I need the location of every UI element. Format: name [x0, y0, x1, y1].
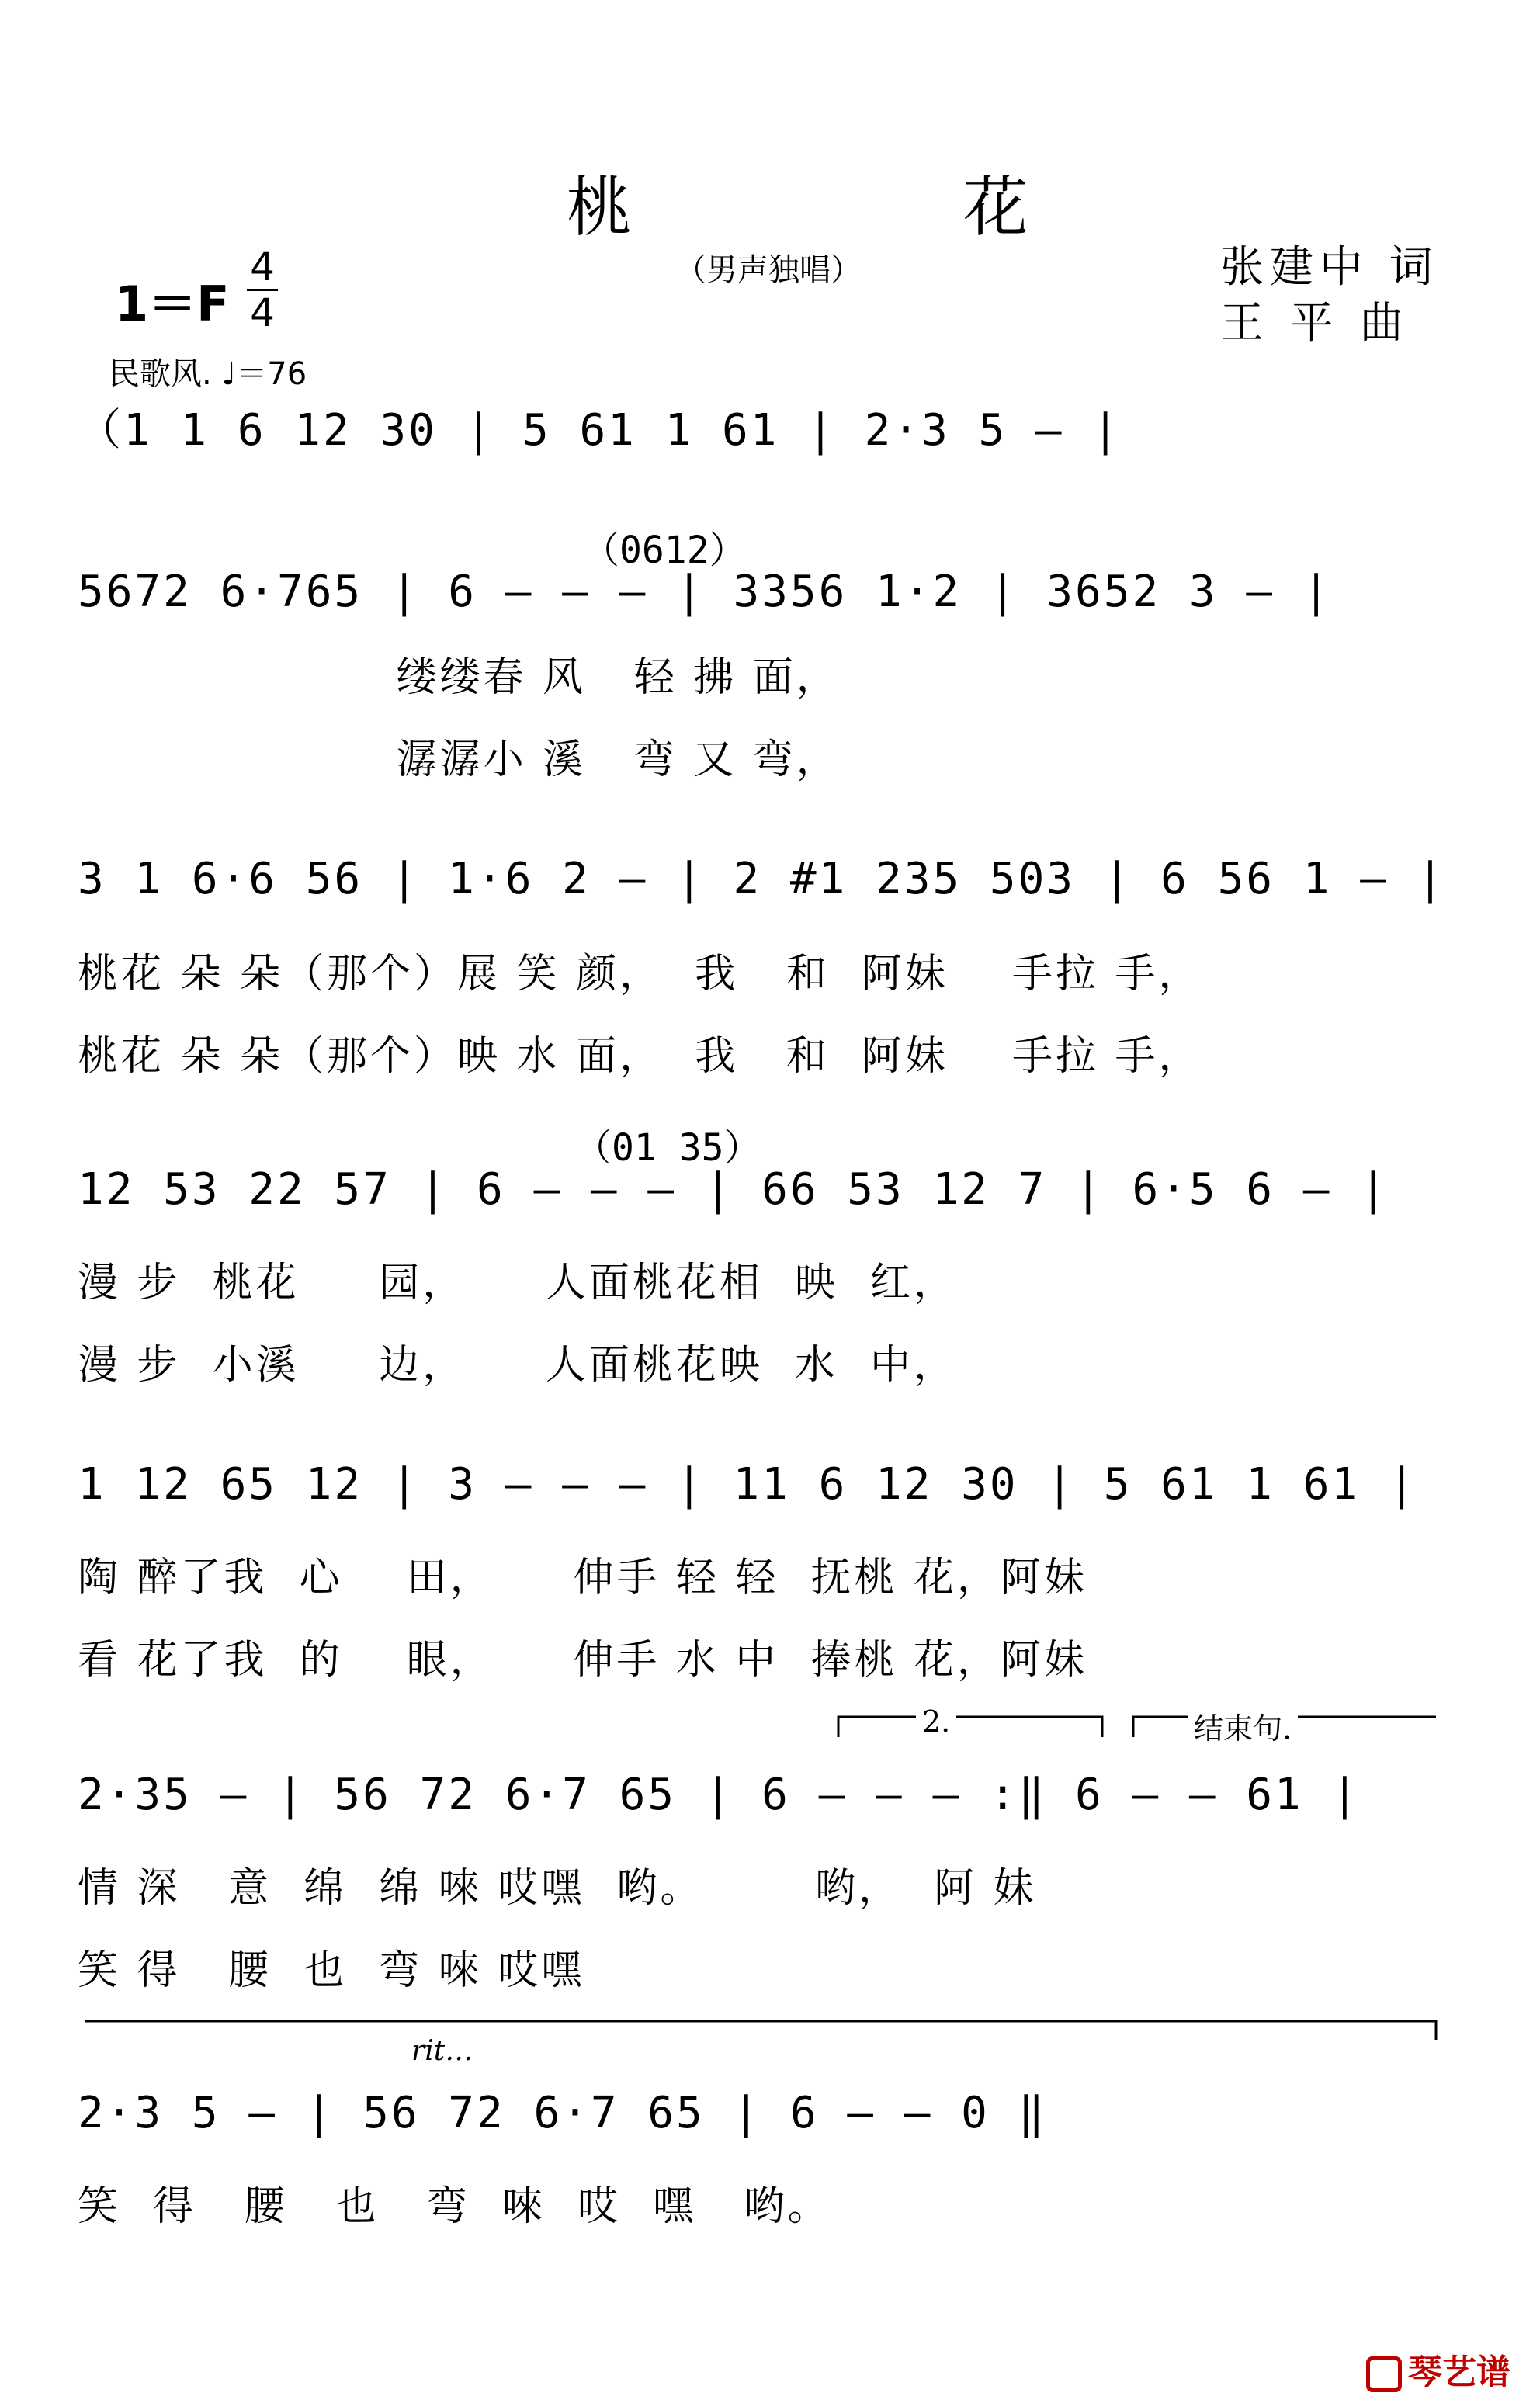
time-signature-bottom: 4 [250, 290, 275, 335]
composer-credit: 王 平 曲 [1220, 298, 1410, 348]
music-line-5 [78, 1459, 1467, 1529]
notes: 2·35 — | 56 72 6·7 65 | 6 — — — :‖ 6 — — 61 | [78, 1770, 1361, 1820]
lyric-verse-1: 桃花 朵 朵（那个）展 笑 颜， 我 和 阿妹 手拉 手， [78, 951, 1202, 997]
music-line-7 [78, 2088, 1467, 2158]
notes: 3 1 6·6 56 | 1·6 2 — | 2 #1 235 503 | 6 56 1 — | [78, 854, 1446, 904]
watermark-text: 琴艺谱 [1408, 2353, 1511, 2392]
notes: 5672 6·765 | 6 — — — | 3356 1·2 | 3652 3 — | [78, 567, 1332, 617]
music-line-4 [78, 1164, 1467, 1234]
lyric-verse-2: 漫 步 小溪 边， 人面桃花映 水 中， [78, 1342, 957, 1389]
note-annotation: （0612） [582, 529, 747, 572]
music-line-2 [78, 567, 1467, 636]
lyric-verse-2: 看 花了我 的 眼， 伸手 水 中 捧桃 花，阿妹 [78, 1637, 1087, 1683]
music-line-1 [78, 396, 1467, 466]
watermark [1366, 2344, 1511, 2394]
lyric-verse-2: 笑 得 腰 也 弯 唻 哎嘿 [78, 1947, 585, 1994]
style-marking: 民歌风 [109, 356, 202, 392]
time-signature [247, 244, 278, 335]
lyricist-credit: 张建中 词 [1220, 242, 1439, 293]
final-ending-label: 结束句. [1188, 1704, 1298, 1747]
notes: 1 12 65 12 | 3 — — — | 11 6 12 30 | 5 61 1 61 | [78, 1459, 1417, 1510]
lyric-verse-1: 情 深 意 绵 绵 唻 哎嘿 哟。 哟， 阿 妹 [78, 1865, 1037, 1912]
music-line-3 [78, 854, 1467, 924]
lyric-verse-2: 桃花 朵 朵（那个）映 水 面， 我 和 阿妹 手拉 手， [78, 1033, 1202, 1080]
tempo-marking: ♩＝76 [221, 356, 307, 392]
notes: （1 1 6 12 30 | 5 61 1 61 | 2·3 5 — | [78, 405, 1122, 456]
lyric-verse-1: 缕缕春 风 轻 拂 面， [78, 654, 840, 701]
lyric-verse-1: 漫 步 桃花 园， 人面桃花相 映 红， [78, 1260, 957, 1306]
performance-note: （男声独唱） [675, 252, 862, 288]
notes: 12 53 22 57 | 6 — — — | 66 53 12 7 | 6·5 6 — | [78, 1164, 1389, 1215]
notes: 2·3 5 — | 56 72 6·7 65 | 6 — — 0 ‖ [78, 2088, 1047, 2138]
key-signature: 1＝F [115, 276, 230, 332]
note-annotation: （01 35） [574, 1126, 761, 1170]
ritardando-marking: rit… [411, 2035, 473, 2067]
qinyipu-logo-icon [1366, 2356, 1402, 2392]
lyric-verse-2: 潺潺小 溪 弯 又 弯， [78, 737, 840, 783]
music-line-6 [78, 1770, 1467, 1840]
final-bracket [85, 2018, 1444, 2041]
style-tempo: 民歌风. ♩＝76 [109, 356, 307, 392]
song-title: 桃 花 [567, 169, 1184, 245]
lyric-verse-1: 陶 醉了我 心 田， 伸手 轻 轻 抚桃 花，阿妹 [78, 1555, 1087, 1601]
second-ending-label: 2. [916, 1704, 956, 1739]
time-signature-top: 4 [250, 244, 275, 290]
lyric-final: 笑 得 腰 也 弯 唻 哎 嘿 哟。 [78, 2183, 831, 2230]
